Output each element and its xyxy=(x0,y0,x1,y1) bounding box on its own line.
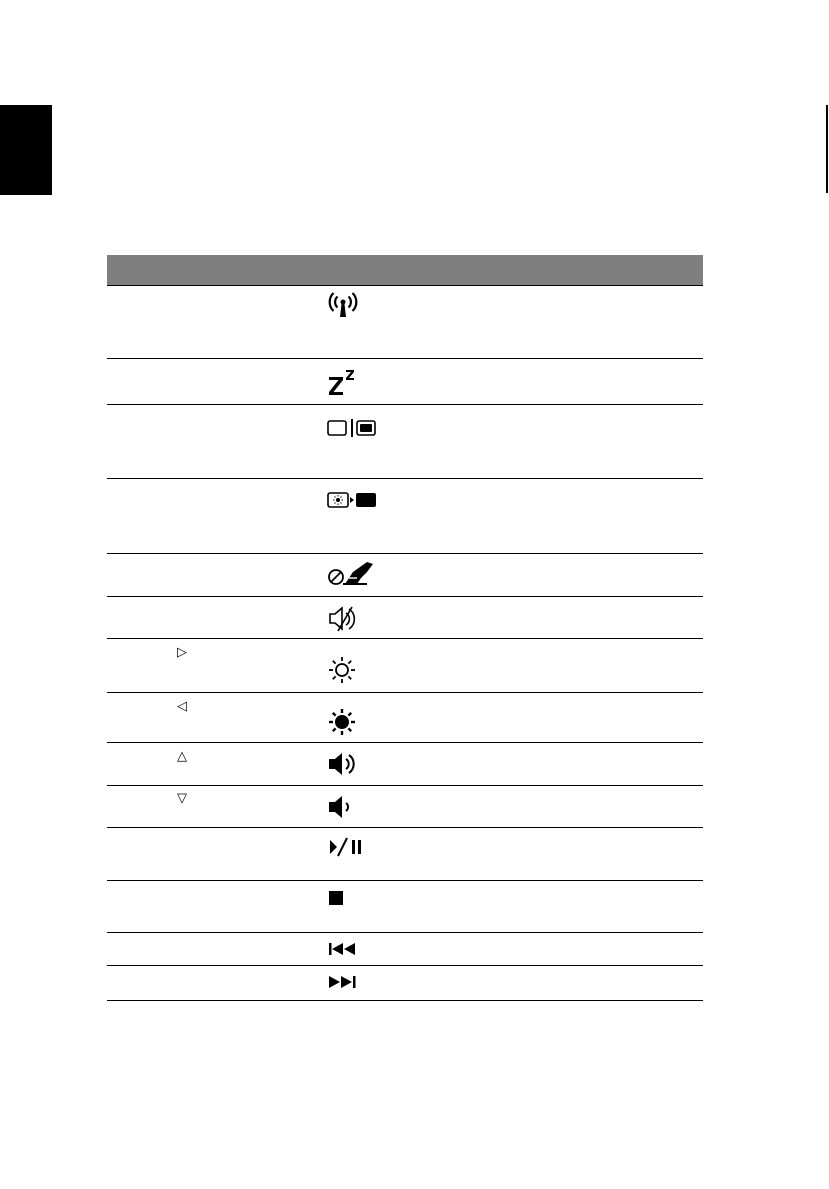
table-row xyxy=(107,933,703,966)
chapter-tab-marker xyxy=(0,105,52,195)
page-edge-line xyxy=(826,105,828,193)
down-arrow-icon: ▽ xyxy=(177,790,187,805)
function-cell xyxy=(367,933,703,966)
brightness-down-icon xyxy=(327,707,357,737)
table-row xyxy=(107,554,703,597)
hotkey-cell xyxy=(107,286,217,359)
table-row xyxy=(107,405,703,479)
hotkey-cell xyxy=(107,597,217,639)
previous-icon xyxy=(327,941,367,957)
touchpad-toggle-icon xyxy=(327,558,387,588)
function-cell xyxy=(367,639,703,693)
wireless-communication-icon xyxy=(327,291,359,321)
hotkey-cell xyxy=(107,405,217,479)
icon-cell xyxy=(217,693,367,743)
left-arrow-icon: ◁ xyxy=(177,698,187,713)
hotkey-cell xyxy=(107,693,217,743)
play-pause-icon xyxy=(327,837,371,859)
sleep-icon xyxy=(327,367,357,397)
icon-cell xyxy=(217,786,367,828)
function-cell xyxy=(367,881,703,933)
table-row xyxy=(107,881,703,933)
function-cell xyxy=(367,693,703,743)
right-arrow-icon: ▷ xyxy=(177,644,187,659)
hotkey-cell xyxy=(107,881,217,933)
function-cell xyxy=(367,359,703,405)
up-arrow-icon: △ xyxy=(177,748,187,763)
icon-cell xyxy=(217,359,367,405)
icon-cell xyxy=(217,743,367,786)
hotkey-cell xyxy=(107,786,217,828)
header-icon xyxy=(217,255,367,286)
table-row xyxy=(107,966,703,1001)
function-cell xyxy=(367,286,703,359)
header-hotkey xyxy=(107,255,217,286)
table-header-row xyxy=(107,255,703,286)
header-function xyxy=(367,255,703,286)
icon-cell xyxy=(217,828,367,881)
table-row xyxy=(107,359,703,405)
hotkey-cell xyxy=(107,966,217,1001)
icon-cell xyxy=(217,286,367,359)
screen-blank-icon xyxy=(327,490,387,510)
hotkey-cell xyxy=(107,828,217,881)
table-row xyxy=(107,786,703,828)
speaker-toggle-icon xyxy=(327,605,363,633)
hotkey-cell xyxy=(107,479,217,554)
volume-up-icon xyxy=(327,750,359,778)
function-cell xyxy=(367,743,703,786)
table-row xyxy=(107,693,703,743)
function-cell xyxy=(367,405,703,479)
function-cell xyxy=(367,966,703,1001)
table-row xyxy=(107,597,703,639)
hotkey-cell xyxy=(107,743,217,786)
icon-cell xyxy=(217,966,367,1001)
function-cell xyxy=(367,786,703,828)
hotkey-cell xyxy=(107,359,217,405)
function-cell xyxy=(367,597,703,639)
hotkey-cell xyxy=(107,639,217,693)
display-toggle-icon xyxy=(327,419,383,439)
icon-cell xyxy=(217,597,367,639)
hotkey-cell xyxy=(107,933,217,966)
icon-cell xyxy=(217,479,367,554)
icon-cell xyxy=(217,639,367,693)
table-row xyxy=(107,639,703,693)
function-cell xyxy=(367,554,703,597)
hotkey-table xyxy=(107,255,703,1001)
hotkey-cell xyxy=(107,554,217,597)
icon-cell xyxy=(217,881,367,933)
function-cell xyxy=(367,479,703,554)
stop-icon xyxy=(327,889,347,909)
icon-cell xyxy=(217,554,367,597)
table-row xyxy=(107,479,703,554)
volume-down-icon xyxy=(327,793,359,821)
icon-cell xyxy=(217,933,367,966)
function-cell xyxy=(367,828,703,881)
table-row xyxy=(107,743,703,786)
table-row xyxy=(107,828,703,881)
table-row xyxy=(107,286,703,359)
brightness-up-icon xyxy=(327,655,357,685)
icon-cell xyxy=(217,405,367,479)
next-icon xyxy=(327,974,367,990)
